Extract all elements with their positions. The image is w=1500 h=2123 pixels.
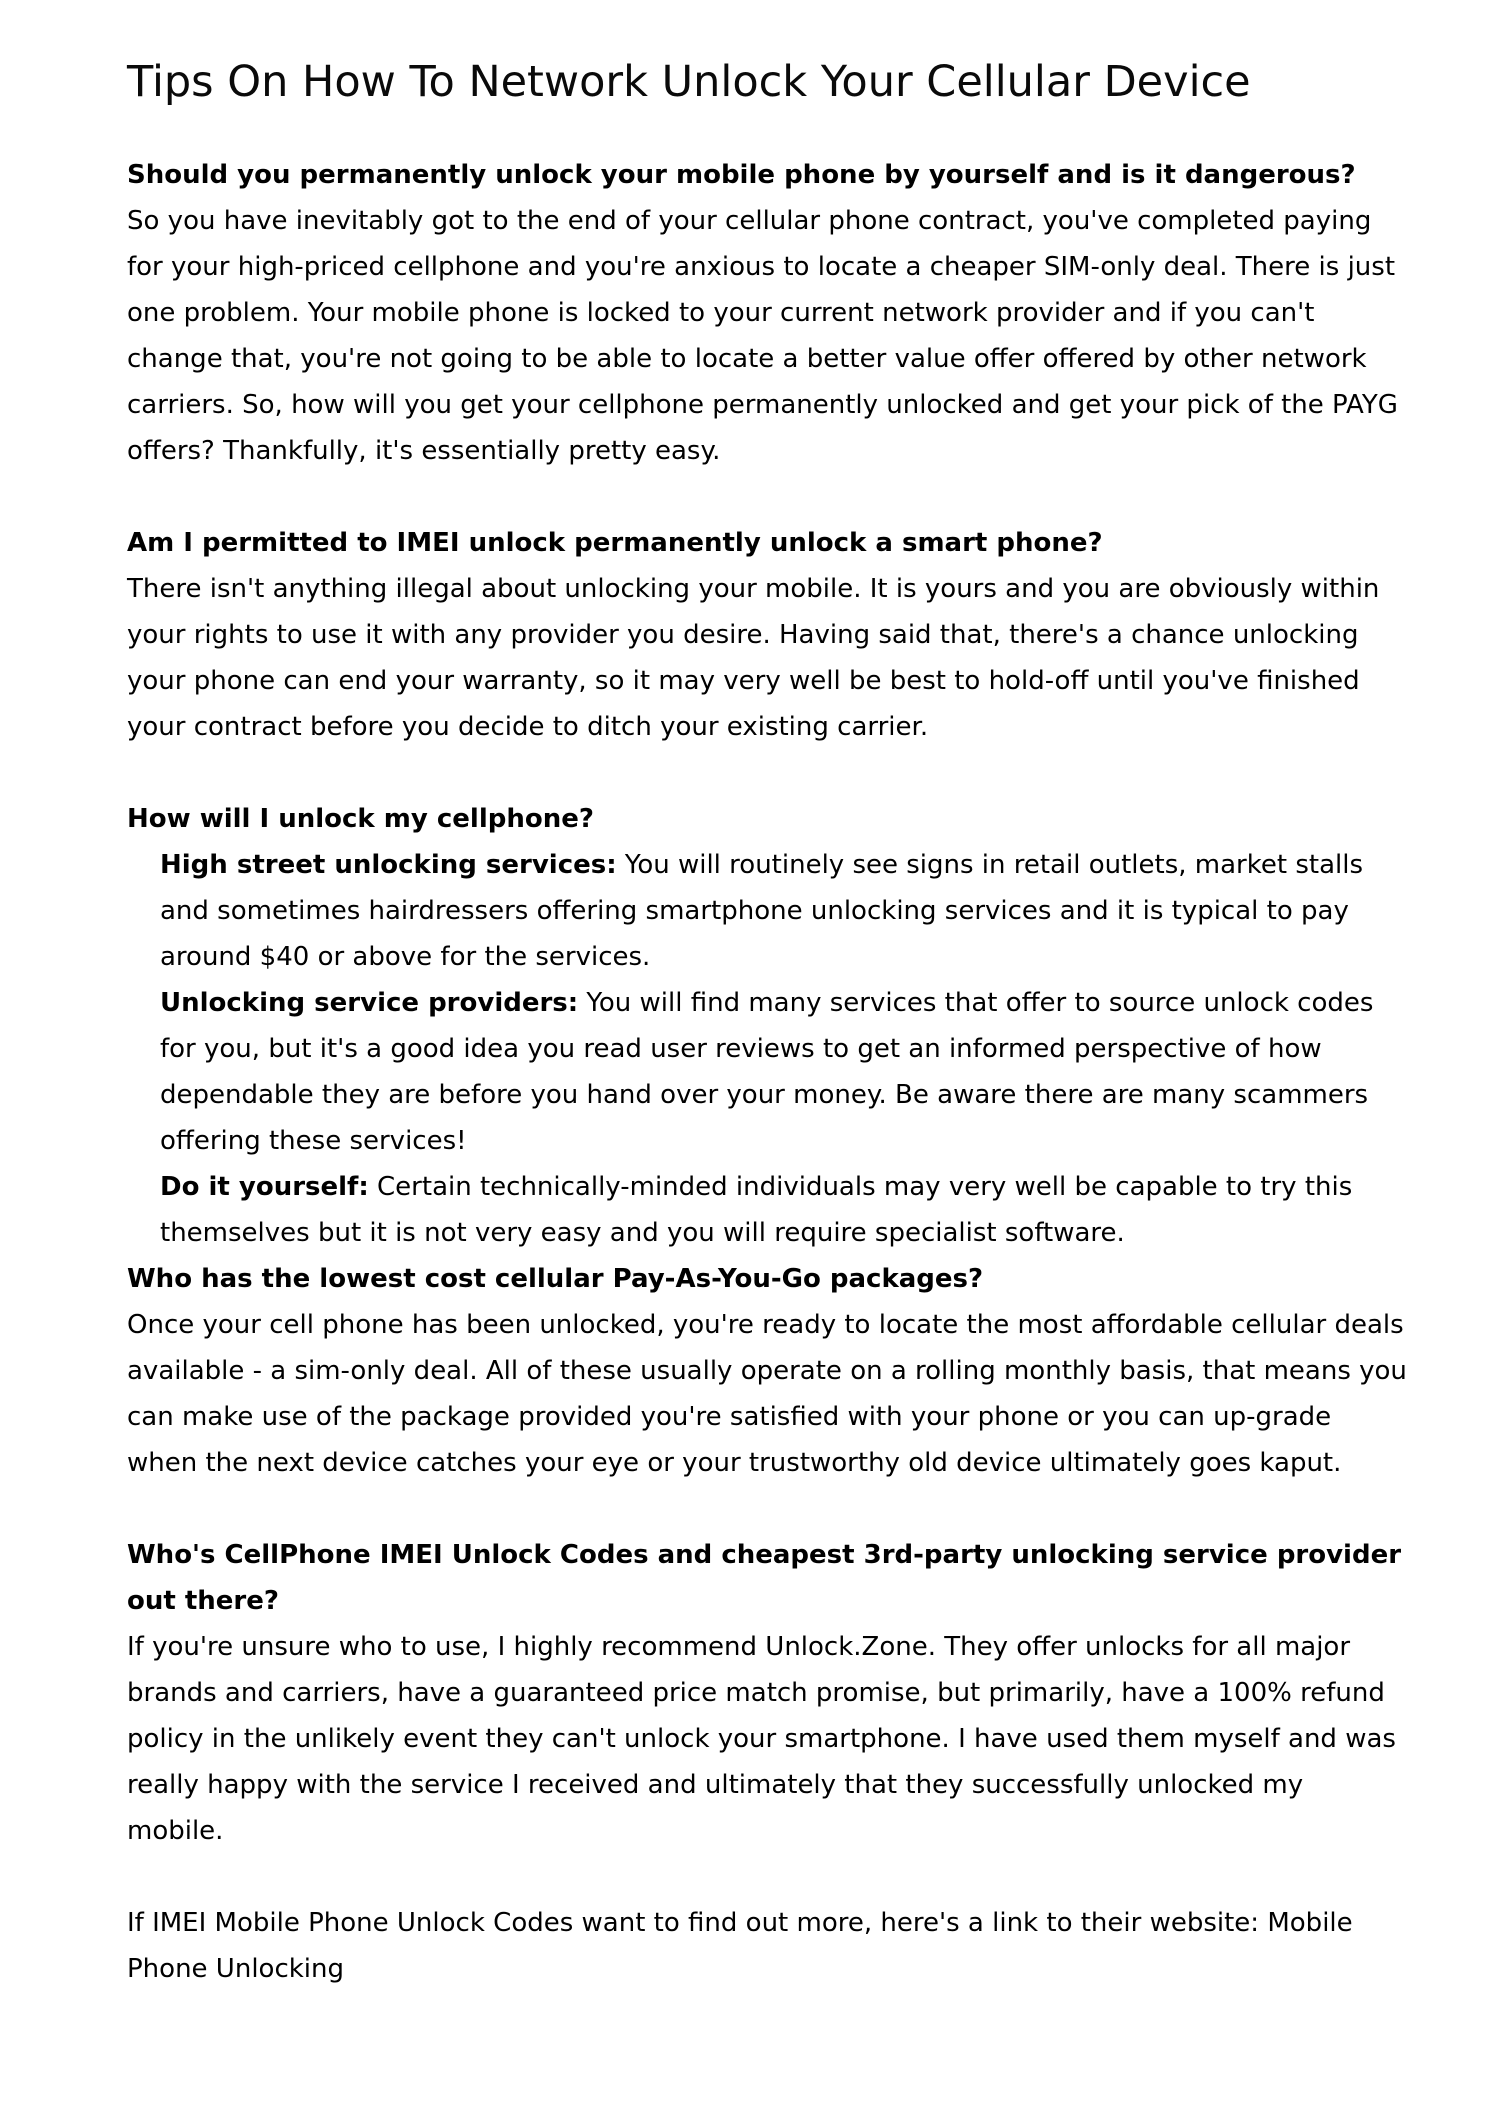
list-item-label: Unlocking service providers:	[160, 988, 579, 1018]
list-item-high-street	[160, 842, 1407, 980]
paragraph-provider: If you're unsure who to use, I highly recommend Unlock.Zone. They offer unlocks for all major brands and carriers, have a guaranteed price match promise, but primarily, have a 100% refund policy in the unlikely event they can't unlock your smartphone. I have used them myself and was really happy with the service I received and ultimately that they successfully unlocked my mobile.	[127, 1632, 1396, 1846]
paragraph-payg: Once your cell phone has been unlocked, you're ready to locate the most affordable cellular deals available - a sim-only deal. All of these usually operate on a rolling monthly basis, that means you can make use of the package provided you're satisfied with your phone or you can up-grade when the next device catches your eye or your trustworthy old device ultimately goes kaput.	[127, 1310, 1407, 1478]
list-item-label: High street unlocking services:	[160, 850, 617, 880]
section-heading-permitted: Am I permitted to IMEI unlock permanently unlock a smart phone?	[127, 528, 1103, 558]
paragraph-website-link	[127, 1900, 1407, 1992]
section-heading-dangerous: Should you permanently unlock your mobile phone by yourself and is it dangerous?	[127, 160, 1356, 190]
paragraph-website-link-text: If IMEI Mobile Phone Unlock Codes want to find out more, here's a link to their website:	[127, 1908, 1268, 1938]
list-item-text: Certain technically-minded individuals may very well be capable to try this themselves but it is not very easy and you will require specialist software.	[160, 1172, 1353, 1248]
page-title: Tips On How To Network Unlock Your Cellular Device	[127, 57, 1251, 107]
unlock-methods-list	[127, 842, 1407, 1256]
list-item-service-providers	[160, 980, 1407, 1164]
paragraph-dangerous: So you have inevitably got to the end of your cellular phone contract, you've completed paying for your high-priced cellphone and you're anxious to locate a cheaper SIM-only deal. There is just one problem. Your mobile phone is locked to your current network provider and if you can't change that, you're not going to be able to locate a better value offer offered by other network carriers. So, how will you get your cellphone permanently unlocked and get your pick of the PAYG offers? Thankfully, it's essentially pretty easy.	[127, 206, 1398, 466]
paragraph-permitted: There isn't anything illegal about unlocking your mobile. It is yours and you are obviously within your rights to use it with any provider you desire. Having said that, there's a chance unlocking your phone can end your warranty, so it may very well be best to hold-off until you've finished your contract before you decide to ditch your existing carrier.	[127, 574, 1380, 742]
list-item-do-it-yourself	[160, 1164, 1407, 1256]
list-item-label: Do it yourself:	[160, 1172, 369, 1202]
list-item-text: You will find many services that offer to source unlock codes for you, but it's a good idea you read user reviews to get an informed perspective of how dependable they are before you hand over your money. Be aware there are many scammers offering these services!	[160, 988, 1374, 1156]
mobile-phone-unlocking-link[interactable]: Mobile Phone Unlocking	[127, 1908, 1353, 1984]
section-heading-payg: Who has the lowest cost cellular Pay-As-You-Go packages?	[127, 1264, 984, 1294]
section-heading-provider: Who's CellPhone IMEI Unlock Codes and cheapest 3rd-party unlocking service provider out there?	[127, 1540, 1402, 1616]
list-item-text: You will routinely see signs in retail outlets, market stalls and sometimes hairdressers offering smartphone unlocking services and it is typical to pay around $40 or above for the services.	[160, 850, 1363, 972]
section-heading-how: How will I unlock my cellphone?	[127, 804, 594, 834]
